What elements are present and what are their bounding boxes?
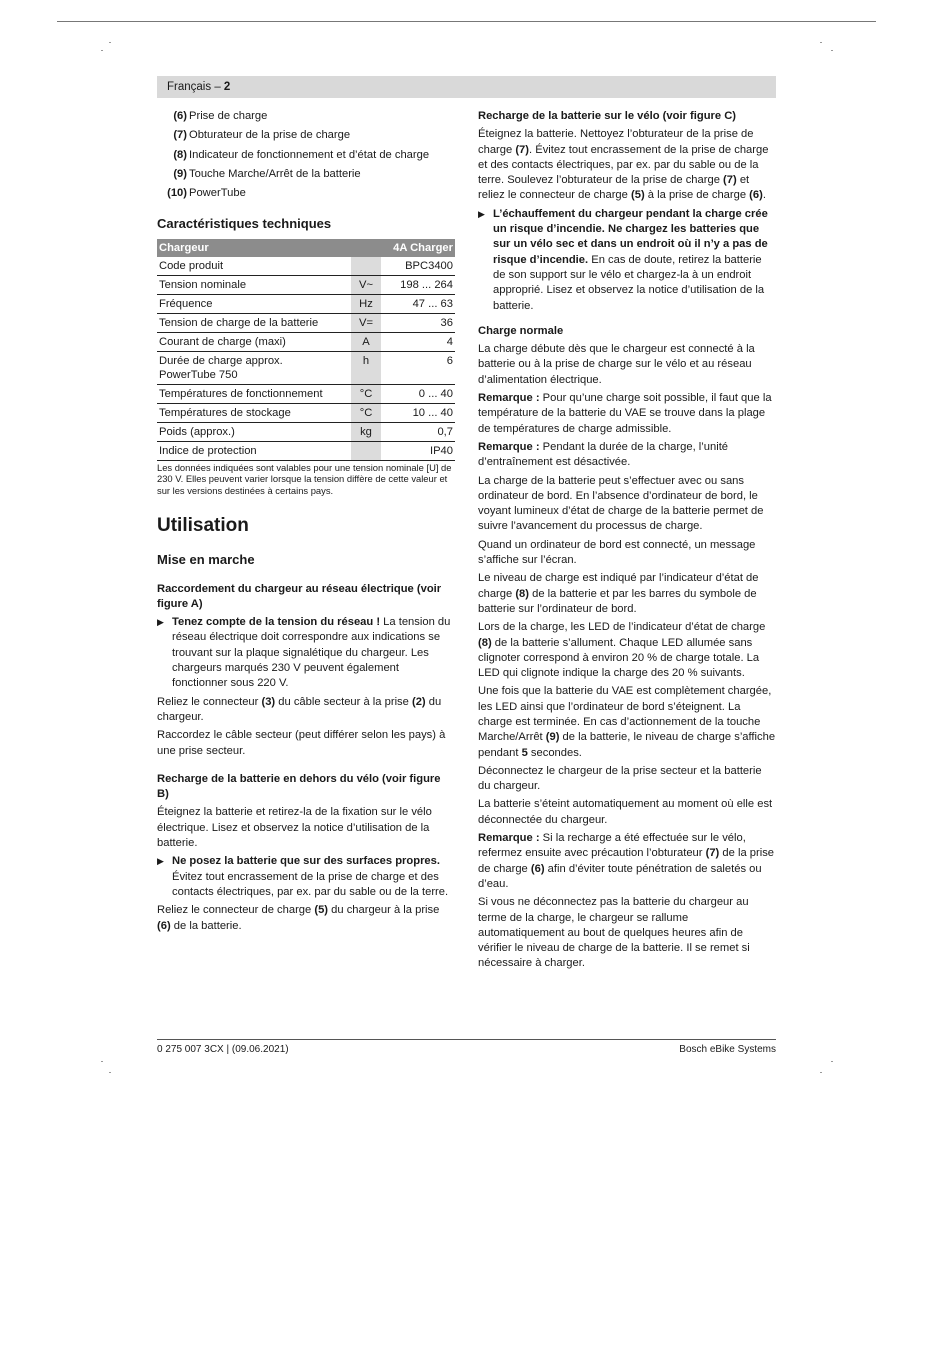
text-run: afin d’éviter toute pénétration de saletés ou d’eau. [478,862,762,890]
paragraph [478,684,776,760]
text-run: Reliez le connecteur de charge [157,904,315,917]
ref-number: (5) [631,189,645,202]
ref-number: (9) [545,731,560,744]
ref-number: (6) [749,189,763,202]
text-run: de la batterie, le niveau de charge s’affiche pendant [478,731,776,759]
remark-label: Remarque : [478,832,540,845]
spec-unit: Hz [351,294,381,313]
table-header-right: 4A Charger [381,239,455,257]
spec-unit: °C [351,403,381,422]
spec-unit: kg [351,422,381,441]
text-run: secondes. [527,746,582,759]
table-row [157,351,455,384]
paragraph: Éteignez la batterie et retirez-la de la fixation sur le vélo électrique. Lisez et observez la notice d’utilisation de la batterie. [157,806,432,850]
table-row [157,441,455,460]
spec-value: IP40 [381,441,455,460]
warning-bold: Tenez compte de la tension du réseau ! [172,616,381,629]
paragraph [157,903,455,934]
text-run: du câble secteur à la prise [275,695,412,708]
text-run: et reliez le connecteur de charge [478,174,750,202]
triangle-right-icon: ▶ [157,856,164,867]
table-row [157,422,455,441]
charge-normale-heading: Charge normale [478,324,564,337]
footer-doc-id: 0 275 007 3CX | (09.06.2021) [157,1044,289,1055]
spec-unit: A [351,332,381,351]
remark [478,831,776,892]
paragraph: Déconnectez le chargeur de la prise secteur et la batterie du chargeur. [478,764,762,793]
ref-number: 5 [521,746,528,759]
specs-table [157,239,455,461]
text-run: Pendant la durée de la charge, l’unité d’entraînement est désactivée. [478,440,729,469]
paragraph: La batterie s’éteint automatiquement au moment où elle est déconnectée du chargeur. [478,798,773,826]
page-number: 2 [223,81,231,93]
remark [478,440,776,471]
spec-value: 0 ... 40 [381,384,455,403]
list-item [157,167,455,182]
remark-label: Remarque : [478,440,540,453]
spec-value: 0,7 [381,422,455,441]
warning-text [172,854,455,900]
header-separator: – [214,81,221,93]
spec-name: Durée de charge approx. [159,354,283,367]
ref-number: (6) [157,919,171,932]
sur-velo-heading: Recharge de la batterie sur le vélo (voir figure C) [478,110,737,122]
warning-note [157,854,455,900]
table-header-row [157,239,455,257]
table-header-left: Chargeur [157,239,381,257]
item-label: Obturateur de la prise de charge [189,129,351,142]
spec-name: Poids (approx.) [157,422,351,441]
item-label: Indicateur de fonctionnement et d’état de charge [189,148,430,161]
text-run: à la prise de charge [644,189,750,202]
text-run: Le niveau de charge est indiqué par l’indicateur d’état de charge [478,572,759,600]
ref-number: (5) [314,904,329,917]
paragraph [478,571,776,617]
text-run: du chargeur. [157,695,442,723]
footer-rule [157,1039,776,1040]
ref-number: (7) [723,174,737,187]
paragraph: La charge débute dès que le chargeur est connecté à la batterie ou à la prise de charge sur le vélo et au réseau d’alimentation électrique. [478,343,755,386]
raccordement-heading: Raccordement du chargeur au réseau électrique (voir figure A) [157,582,442,610]
text-run: Pour qu’une charge soit possible, il faut que la température de la batterie du VAE se trouve dans la plage de températures de charge admissible. [478,392,772,435]
crop-mark [820,42,822,43]
item-number: (10) [167,187,187,200]
table-row [157,384,455,403]
list-item [157,109,455,124]
crop-mark [109,42,111,43]
triangle-right-icon: ▶ [157,617,164,628]
specs-title: Caractéristiques techniques [157,216,332,232]
left-column [157,109,455,937]
specs-footnote: Les données indiquées sont valables pour une tension nominale [U] de 230 V. Elles peuvent varier lorsque la tension diffère de cette valeur et sur les versions destinées à certains pays. [157,461,452,496]
spec-name: Tension nominale [157,275,351,294]
warning-body: La tension du réseau électrique doit correspondre aux indications se trouvant sur la plaque signalétique du chargeur. Les chargeurs marqués 230 V peuvent également fonctionner sous 220 V. [172,616,451,690]
crop-mark [831,1061,833,1062]
paragraph: Si vous ne déconnectez pas la batterie du chargeur au terme de la charge, le chargeur se rallume automatiquement au bout de quelques heures afin de vérifier le niveau de charge de la batterie. Il se remet si nécessaire à charger. [478,896,750,970]
spec-unit: V= [351,313,381,332]
text-run: de la prise de charge [478,847,775,875]
text-run: Reliez le connecteur [157,695,262,708]
ref-number: (8) [515,587,530,600]
ref-number: (8) [478,636,492,649]
list-item [157,186,455,201]
text-run: Une fois que la batterie du VAE est complètement chargée, les LED ainsi que l’ordinateur de bord s’éteignent. La charge est terminée. En cas d’actionnement de la touche Marche/Arrêt [478,685,772,744]
item-number: (8) [173,148,187,161]
ref-number: (7) [515,143,530,156]
spec-value: 47 ... 63 [381,294,455,313]
text-run: . Évitez tout encrassement de la prise de charge et des contacts électriques, par ex. par du sable ou de la terre. Soulevez l’obturateur de la prise de charge [478,143,769,187]
warning-bold: Ne posez la batterie que sur des surfaces propres. [172,855,440,868]
item-label: Prise de charge [189,110,268,122]
spec-value: 198 ... 264 [381,275,455,294]
spec-value: BPC3400 [381,257,455,276]
warning-text [172,615,455,691]
spec-name: Indice de protection [157,441,351,460]
crop-mark [101,50,103,51]
spec-unit: V~ [351,275,381,294]
paragraph: Quand un ordinateur de bord est connecté, un message s’affiche sur l’écran. [478,538,756,567]
ref-number: (2) [411,695,426,708]
spec-value: 36 [381,313,455,332]
remark [478,391,776,437]
item-label: Touche Marche/Arrêt de la batterie [189,167,361,180]
table-row [157,313,455,332]
table-row [157,257,455,276]
item-label: PowerTube [189,187,246,200]
paragraph [478,127,776,203]
section-title: Utilisation [157,515,249,537]
spec-name: Températures de stockage [157,403,351,422]
ref-number: (3) [261,695,276,708]
paragraph [478,620,776,681]
spec-unit: °C [351,384,381,403]
table-row [157,332,455,351]
spec-value: 6 [381,351,455,384]
text-run: Éteignez la batterie. Nettoyez l’obturateur de la prise de charge [478,128,754,156]
triangle-right-icon: ▶ [478,208,485,219]
parts-list [157,109,455,201]
hors-velo-heading: Recharge de la batterie en dehors du vélo (voir figure B) [157,772,441,801]
table-row [157,403,455,422]
paragraph [157,695,455,726]
spec-name: Courant de charge (maxi) [157,332,351,351]
spec-unit: h [351,351,381,384]
list-item [157,148,455,163]
warning-body: Évitez tout encrassement de la prise de charge et des contacts électriques, par ex. par du sable ou de la terre. [172,870,449,898]
text-run: du chargeur à la prise [328,904,440,917]
subsection-title: Mise en marche [157,552,255,568]
text-run: de la batterie. [170,919,242,932]
ref-number: (7) [705,847,720,860]
text-run: . [762,189,766,202]
spec-name: Tension de charge de la batterie [157,313,351,332]
page-header [157,76,776,98]
warning-text [493,207,776,314]
table-row [157,275,455,294]
spec-name-line2: PowerTube 750 [159,368,238,381]
text-run: de la batterie et par les barres du symbole de batterie sur l’ordinateur de bord. [478,587,757,615]
crop-mark [831,50,833,51]
item-number: (6) [173,110,187,122]
table-row [157,294,455,313]
paragraph: Raccordez le câble secteur (peut différer selon les pays) à une prise secteur. [157,729,446,757]
warning-bold: L’échauffement du chargeur pendant la charge crée un risque d’incendie. Ne chargez les batteries que sur un vélo sec et dans un endroit où il n’y a pas de risque d’incendie. [493,207,768,266]
ref-number: (6) [530,862,545,875]
spec-name: Fréquence [157,294,351,313]
warning-note [157,615,455,691]
crop-mark [109,1072,111,1073]
spec-value: 4 [381,332,455,351]
spec-name: Températures de fonctionnement [157,384,351,403]
text-run: Lors de la charge, les LED de l’indicateur d’état de charge [478,621,766,634]
warning-note [478,207,776,314]
remark-label: Remarque : [478,392,540,405]
spec-unit [351,441,381,460]
header-language: Français [167,81,212,93]
text-run: Si la recharge a été effectuée sur le vélo, refermez ensuite avec précaution l’obturateur [478,832,746,860]
list-item [157,128,455,143]
text-run: de la batterie s’allument. Chaque LED allumée sans clignoter correspond à environ 20 % de charge totale. La LED qui clignote indique la charge des 20 % suivants. [478,636,760,680]
warning-body: En cas de doute, retirez la batterie de son support sur le vélo et chargez-la à un endroit approprié. Lisez et observez la notice d’utilisation de la batterie. [493,253,765,312]
paragraph: La charge de la batterie peut s’effectuer avec ou sans ordinateur de bord. En l’absence d’ordinateur de bord, le voyant lumineux d’état de charge de la batterie permet de suivre l’avancement du processus de charge. [478,474,764,533]
top-rule [57,21,876,22]
spec-unit [351,257,381,276]
crop-mark [101,1061,103,1062]
spec-value: 10 ... 40 [381,403,455,422]
footer-brand: Bosch eBike Systems [679,1044,776,1055]
item-number: (7) [173,129,187,142]
spec-name-multiline [157,351,351,384]
spec-name: Code produit [157,257,351,276]
crop-mark [820,1072,822,1073]
right-column [478,109,776,975]
item-number: (9) [173,167,187,180]
